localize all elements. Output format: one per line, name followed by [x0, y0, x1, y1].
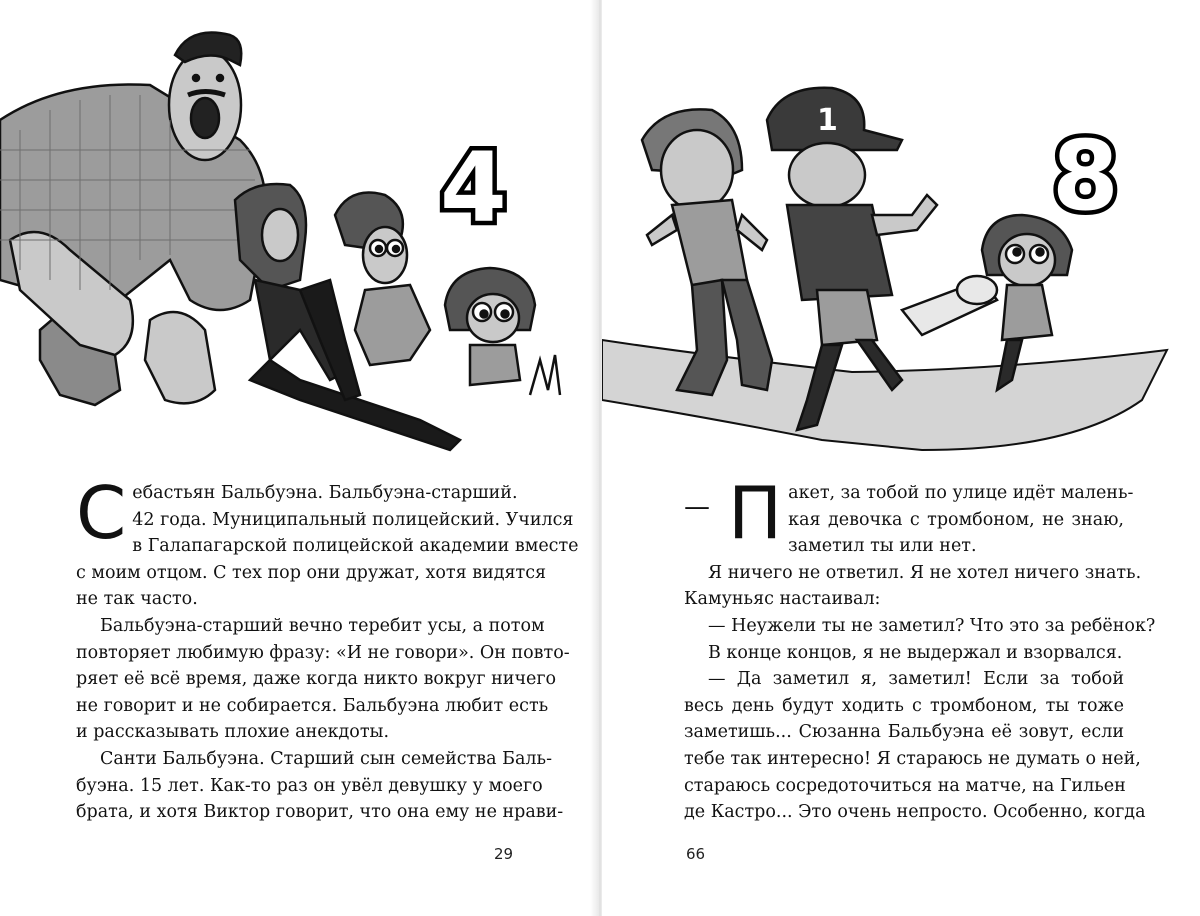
- drop-cap: П: [728, 471, 783, 555]
- text-line: В конце концов, я не выдержал и взорвался.: [708, 642, 1123, 663]
- text-line: акет, за тобой по улице идёт малень-: [788, 483, 1134, 503]
- text-line: брата, и хотя Виктор говорит, что она ему не нрави-: [76, 802, 564, 823]
- text-line: де Кастро... Это очень непросто. Особенно, когда: [684, 802, 1146, 823]
- right-page-text: [684, 471, 1156, 826]
- paragraph: [684, 640, 1124, 667]
- text-line: кая девочка с тромбоном, не знаю,: [788, 509, 1124, 530]
- paragraph: [684, 471, 1134, 560]
- text-line: — Да заметил я, заметил! Если за тобой: [708, 669, 1124, 690]
- text-line: заметил ты или нет.: [788, 536, 977, 557]
- text-line: заметишь... Сюзанна Бальбуэна её зовут, если: [684, 722, 1124, 743]
- text-line: не говорит и не собирается. Бальбуэна любит есть: [76, 695, 549, 716]
- chapter-number: 8: [1052, 120, 1117, 232]
- text-line: тебе так интересно! Я стараюсь не думать о ней,: [684, 748, 1141, 769]
- page-number: 29: [494, 845, 514, 863]
- paragraph: [684, 613, 1156, 640]
- text-line: и рассказывать плохие анекдоты.: [76, 722, 390, 743]
- text-line: Я ничего не ответил. Я не хотел ничего знать.: [708, 562, 1142, 583]
- right-page: [602, 0, 1200, 916]
- paragraph: [76, 746, 564, 826]
- drop-cap: С: [76, 471, 127, 555]
- text-line: повторяет любимую фразу: «И не говори». Он повто-: [76, 642, 570, 663]
- text-line: 42 года. Муниципальный полицейский. Учился: [132, 509, 574, 530]
- text-line: Бальбуэна-старший вечно теребит усы, а потом: [100, 615, 545, 636]
- paragraph: [684, 666, 1146, 826]
- text-line: ебастьян Бальбуэна. Бальбуэна-старший.: [132, 483, 518, 503]
- text-line: с моим отцом. С тех пор они дружат, хотя видятся: [76, 562, 547, 583]
- dialogue-dash: —: [684, 492, 710, 522]
- text-line: буэна. 15 лет. Как-то раз он увёл девушку у моего: [76, 775, 543, 796]
- page-number: 66: [686, 845, 706, 863]
- text-line: стараюсь сосредоточиться на матче, на Гильен: [684, 775, 1126, 796]
- text-line: в Галапагарской полицейской академии вместе: [132, 536, 579, 557]
- text-line: весь день будут ходить с тромбоном, ты тоже: [684, 695, 1124, 716]
- text-line: — Неужели ты не заметил? Что это за ребёнок?: [708, 615, 1156, 636]
- paragraph: [684, 560, 1142, 613]
- left-page-text: [76, 471, 579, 826]
- family-characters-illustration: [0, 0, 598, 460]
- text-line: Санти Бальбуэна. Старший сын семейства Баль-: [100, 748, 552, 769]
- paragraph: [76, 613, 570, 746]
- text-line: ряет её всё время, даже когда никто вокруг ничего: [76, 669, 557, 690]
- paragraph: [76, 471, 579, 613]
- text-line: не так часто.: [76, 589, 198, 610]
- left-page: [0, 0, 598, 916]
- chapter-number: 4: [440, 132, 505, 244]
- text-line: Камуньяс настаивал:: [684, 589, 881, 610]
- svg-text:1: 1: [817, 103, 838, 138]
